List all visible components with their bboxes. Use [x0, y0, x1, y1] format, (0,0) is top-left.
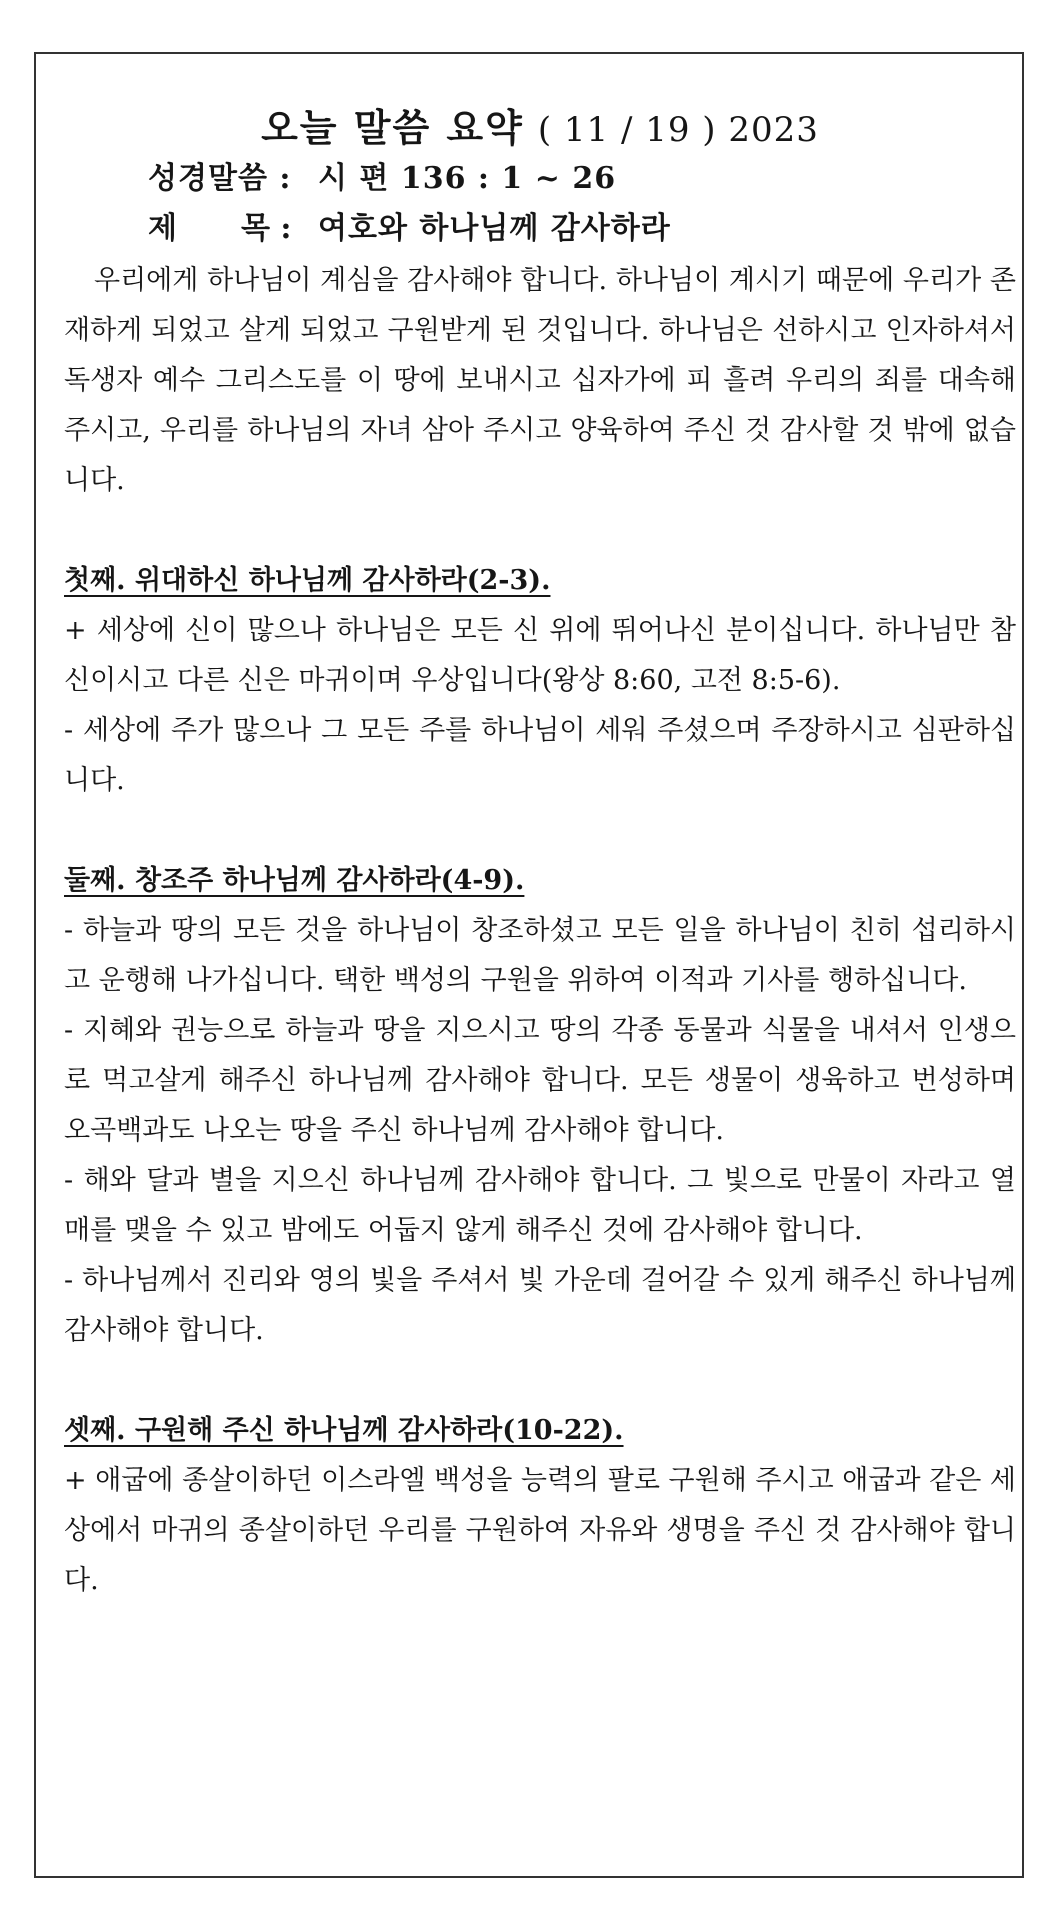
subject-label-first: 제 [148, 211, 177, 246]
subject-label [148, 204, 318, 254]
section-item: + 세상에 신이 많으나 하나님은 모든 신 위에 뛰어나신 분이십니다. 하나님만 참 신이시고 다른 신은 마귀이며 우상입니다(왕상 8:60, 고전 8:5-6). [64, 615, 1016, 696]
page-title: 오늘 말씀 요약 [261, 105, 524, 150]
section-heading: 셋째. 구원해 주신 하나님께 감사하라(10-22). [64, 1415, 624, 1446]
section-item: - 하늘과 땅의 모든 것을 하나님이 창조하셨고 모든 일을 하나님이 친히 섭리하시고 운행해 나가십니다. 택한 백성의 구원을 위하여 이적과 기사를 행하십니다. [64, 915, 1016, 996]
section-second [64, 856, 1016, 1356]
section-heading: 둘째. 창조주 하나님께 감사하라(4-9). [64, 865, 525, 896]
scripture-label: 성경말씀 : [148, 161, 292, 196]
title-line [64, 102, 1016, 154]
scripture-reference: 시 편 136 : 1 ~ 26 [318, 161, 617, 196]
section-item: + 애굽에 종살이하던 이스라엘 백성을 능력의 팔로 구원해 주시고 애굽과 같은 세상에서 마귀의 종살이하던 우리를 구원하여 자유와 생명을 주신 것 감사해야 합니다. [64, 1465, 1016, 1596]
document-frame [34, 52, 1024, 1878]
section-third [64, 1406, 1016, 1606]
section-item: - 세상에 주가 많으나 그 모든 주를 하나님이 세워 주셨으며 주장하시고 심판하십니다. [64, 715, 1016, 796]
subject-line [64, 204, 1016, 254]
sermon-date: ( 11 / 19 ) 2023 [537, 110, 819, 150]
section-item: - 해와 달과 별을 지으신 하나님께 감사해야 합니다. 그 빛으로 만물이 자라고 열매를 맺을 수 있고 밤에도 어둡지 않게 해주신 것에 감사해야 합니다. [64, 1165, 1016, 1246]
subject-text: 여호와 하나님께 감사하라 [318, 211, 671, 246]
section-item: - 지혜와 권능으로 하늘과 땅을 지으시고 땅의 각종 동물과 식물을 내셔서 인생으로 먹고살게 해주신 하나님께 감사해야 합니다. 모든 생물이 생육하고 번성하며 오곡백과도 나오는 땅을 주신 하나님께 감사해야 합니다. [64, 1015, 1016, 1146]
section-item: - 하나님께서 진리와 영의 빛을 주셔서 빛 가운데 걸어갈 수 있게 해주신 하나님께 감사해야 합니다. [64, 1265, 1016, 1346]
subject-label-second: 목 : [240, 211, 292, 246]
scripture-line [64, 154, 1016, 204]
document-content [64, 102, 1016, 1606]
section-first [64, 556, 1016, 806]
intro-paragraph: 우리에게 하나님이 계심을 감사해야 합니다. 하나님이 계시기 때문에 우리가 존재하게 되었고 살게 되었고 구원받게 된 것입니다. 하나님은 선하시고 인자하셔서 독생자 예수 그리스도를 이 땅에 보내시고 십자가에 피 흘려 우리의 죄를 대속해주시고, 우리를 하나님의 자녀 삼아 주시고 양육하여 주신 것 감사할 것 밖에 없습니다. [64, 265, 1016, 496]
section-heading: 첫째. 위대하신 하나님께 감사하라(2-3). [64, 565, 551, 596]
